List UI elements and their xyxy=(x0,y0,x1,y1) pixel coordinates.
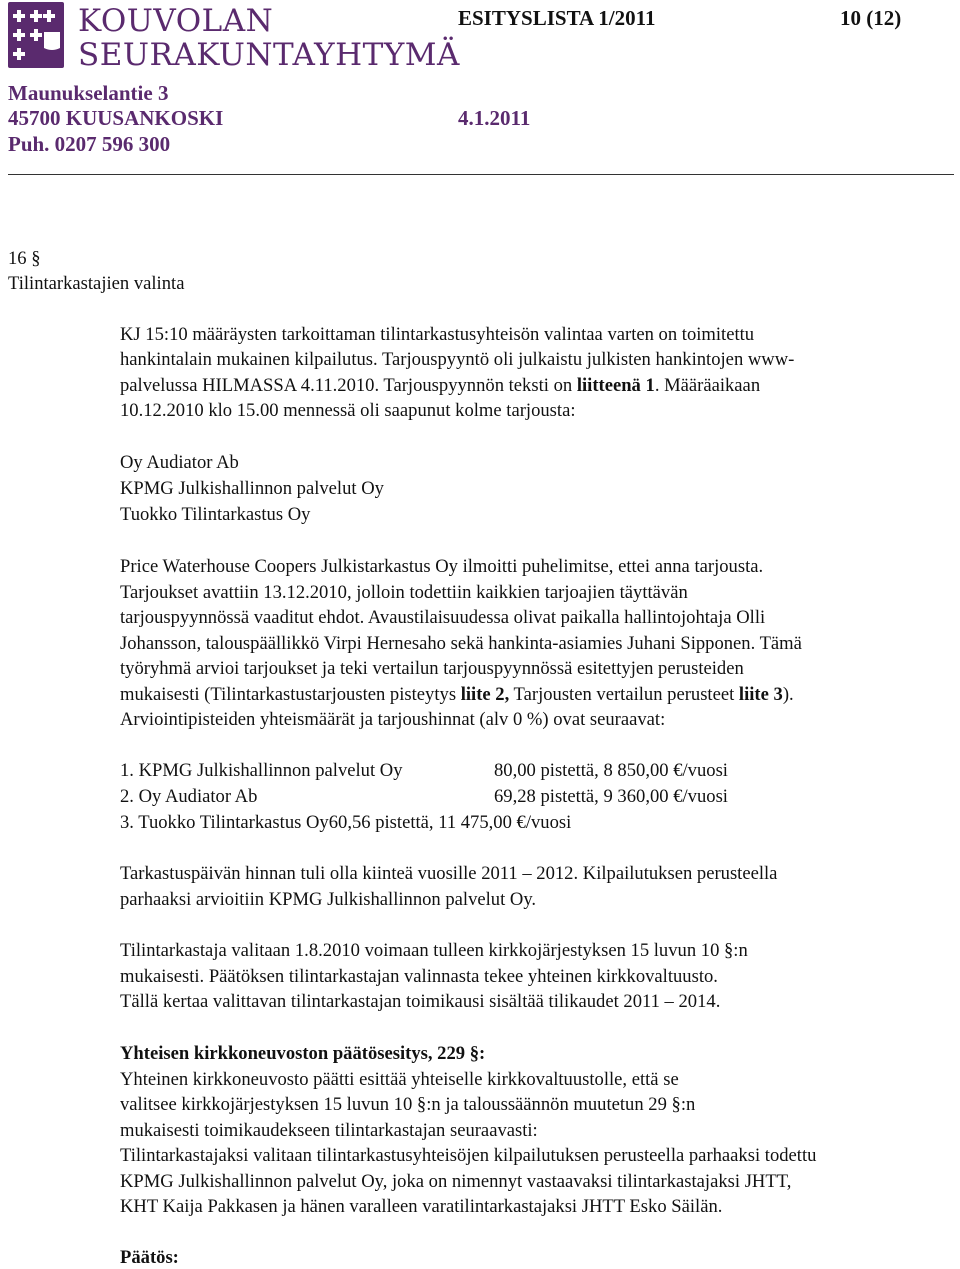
evaluation-line: Price Waterhouse Coopers Julkistarkastus Oy ilmoitti puhelimitse, ettei anna tarjousta. xyxy=(120,556,764,577)
result-name: 3. Tuokko Tilintarkastus Oy60,56 pistettä, 11 475,00 €/vuosi xyxy=(120,812,572,833)
proposal-line: KHT Kaija Pakkasen ja hänen varalleen varatilintarkastajaksi JHTT Esko Säilän. xyxy=(120,1196,723,1217)
price-note-line: parhaaksi arvioitiin KPMG Julkishallinnon palvelut Oy. xyxy=(120,889,537,910)
evaluation-line: Johansson, talouspäällikkö Virpi Hernesaho sekä hankinta-asiamies Juhani Sipponen. Tämä xyxy=(120,633,802,654)
auditor-note-line: Tällä kertaa valittavan tilintarkastajan toimikausi sisältää tilikaudet 2011 – 2014. xyxy=(120,991,721,1012)
attachment-1-ref: liitteenä 1 xyxy=(576,375,655,396)
evaluation-line: Tarjoukset avattiin 13.12.2010, jolloin todettiin kaikkien tarjoajien täyttävän xyxy=(120,582,688,603)
result-score: 69,28 pistettä, 9 360,00 €/vuosi xyxy=(494,786,728,807)
document-date: 4.1.2011 xyxy=(458,106,531,130)
evaluation-line: työryhmä arvioi tarjoukset ja teki vertailun tarjouspyynnössä esitettyjen perusteiden xyxy=(120,658,744,679)
proposal-line: Tilintarkastajaksi valitaan tilintarkastusyhteisöjen kilpailutuksen perusteella parhaaksi todettu xyxy=(120,1145,817,1166)
intro-line: hankintalain mukainen kilpailutus. Tarjouspyyntö oli julkaistu julkisten hankintojen www- xyxy=(120,349,795,370)
result-score: 80,00 pistettä, 8 850,00 €/vuosi xyxy=(494,760,728,781)
evaluation-line: tarjouspyynnössä vaaditut ehdot. Avaustilaisuudessa olivat paikalla hallintojohtaja Olli xyxy=(120,607,766,628)
intro-line: 10.12.2010 klo 15.00 mennessä oli saapunut kolme tarjousta: xyxy=(120,400,576,421)
auditor-note-line: mukaisesti. Päätöksen tilintarkastajan valinnasta tekee yhteinen kirkkovaltuusto. xyxy=(120,966,718,987)
org-name-line2: SEURAKUNTAYHTYMÄ xyxy=(78,37,460,73)
bidder-item: Tuokko Tilintarkastus Oy xyxy=(120,504,311,525)
auditor-note-line: Tilintarkastaja valitaan 1.8.2010 voimaan tulleen kirkkojärjestyksen 15 luvun 10 §:n xyxy=(120,940,748,961)
evaluation-line: Arviointipisteiden yhteismäärät ja tarjoushinnat (alv 0 %) ovat seuraavat: xyxy=(120,709,666,730)
result-name: 2. Oy Audiator Ab xyxy=(120,786,258,807)
evaluation-line: mukaisesti (Tilintarkastustarjousten pisteytys liite 2, Tarjousten vertailun perusteet liite 3). xyxy=(120,684,794,705)
section-number: 16 § xyxy=(8,248,41,269)
bidder-item: Oy Audiator Ab xyxy=(120,452,239,473)
address-city: 45700 KUUSANKOSKI xyxy=(8,106,224,130)
proposal-line: mukaisesti toimikaudekseen tilintarkastajan seuraavasti: xyxy=(120,1120,538,1141)
org-name-line1: KOUVOLAN xyxy=(78,3,274,39)
decision-heading: Päätös: xyxy=(120,1247,179,1268)
attachment-3-ref: liite 3 xyxy=(738,684,783,705)
price-note-line: Tarkastuspäivän hinnan tuli olla kiinteä vuosille 2011 – 2012. Kilpailutuksen perusteella xyxy=(120,863,778,884)
proposal-line: valitsee kirkkojärjestyksen 15 luvun 10 §:n ja taloussäännön muutetun 29 §:n xyxy=(120,1094,696,1115)
intro-line: KJ 15:10 määräysten tarkoittaman tilintarkastusyhteisön valintaa varten on toimitettu xyxy=(120,324,755,345)
proposal-line: Yhteinen kirkkoneuvosto päätti esittää yhteiselle kirkkovaltuustolle, että se xyxy=(120,1069,679,1090)
intro-line: palvelussa HILMASSA 4.11.2010. Tarjouspyynnön teksti on liitteenä 1. Määräaikaan xyxy=(120,375,761,396)
phone-number: Puh. 0207 596 300 xyxy=(8,132,171,156)
page-info: 10 (12) xyxy=(840,6,902,30)
attachment-2-ref: liite 2, xyxy=(460,684,510,705)
section-title: Tilintarkastajien valinta xyxy=(8,273,185,294)
result-name: 1. KPMG Julkishallinnon palvelut Oy xyxy=(120,760,403,781)
header-rule xyxy=(8,174,954,175)
proposal-heading: Yhteisen kirkkoneuvoston päätösesitys, 229 §: xyxy=(120,1043,486,1064)
bidder-item: KPMG Julkishallinnon palvelut Oy xyxy=(120,478,384,499)
document-title: ESITYSLISTA 1/2011 xyxy=(458,6,656,30)
parish-union-logo xyxy=(8,2,64,68)
address-street: Maunukselantie 3 xyxy=(8,81,169,105)
proposal-line: KPMG Julkishallinnon palvelut Oy, joka on nimennyt vastaavaksi tilintarkastajaksi JHTT, xyxy=(120,1171,792,1192)
